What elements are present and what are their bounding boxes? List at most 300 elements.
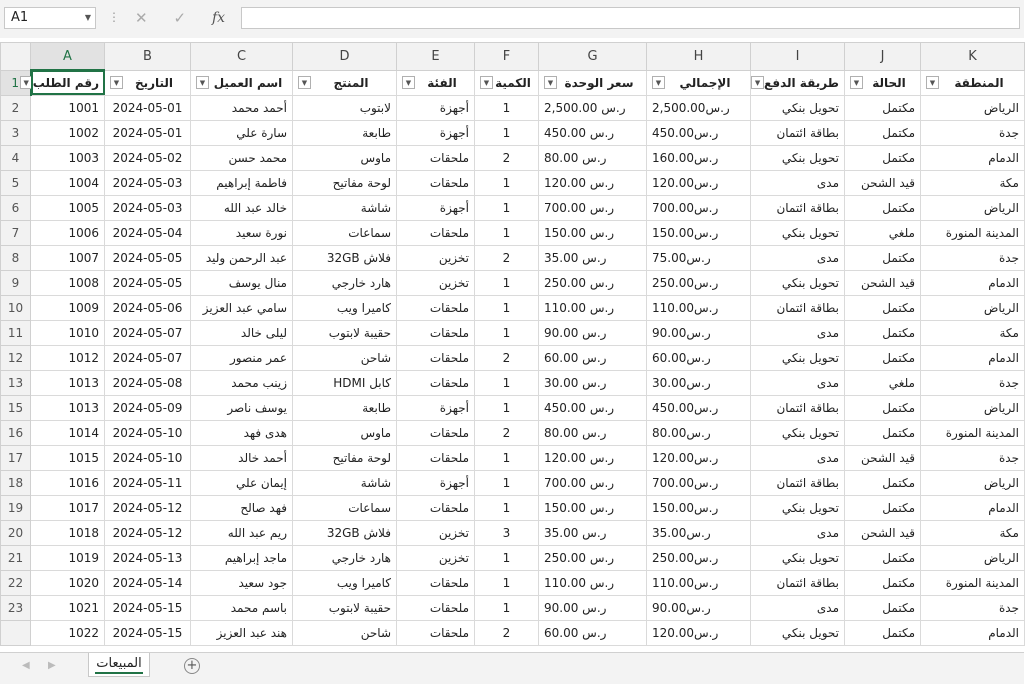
header-cell[interactable] xyxy=(105,70,191,95)
cell-j[interactable]: قيد الشحن xyxy=(845,520,921,545)
cell-a[interactable]: 1005 xyxy=(31,195,105,220)
cell-k[interactable]: الرياض xyxy=(921,95,1025,120)
cell-c[interactable]: سامي عبد العزيز xyxy=(191,295,293,320)
cell-a[interactable]: 1014 xyxy=(31,420,105,445)
filter-dropdown-icon[interactable]: ▼ xyxy=(751,76,764,89)
cell-h[interactable]: ر.س30.00 xyxy=(647,370,751,395)
cell-h[interactable]: ر.س80.00 xyxy=(647,420,751,445)
cell-f[interactable]: 2 xyxy=(475,620,539,645)
cell-a[interactable]: 1009 xyxy=(31,295,105,320)
cell-g[interactable]: ر.س 90.00 xyxy=(539,320,647,345)
cell-h[interactable]: ر.س120.00 xyxy=(647,445,751,470)
cell-e[interactable]: تخزين xyxy=(397,245,475,270)
cell-i[interactable]: بطاقة ائتمان xyxy=(751,395,845,420)
cell-h[interactable]: ر.س700.00 xyxy=(647,195,751,220)
row-header[interactable]: 19 xyxy=(1,495,31,520)
cell-b[interactable]: 2024-05-03 xyxy=(105,170,191,195)
cell-e[interactable]: ملحقات xyxy=(397,420,475,445)
cell-d[interactable]: لوحة مفاتيح xyxy=(293,170,397,195)
cell-f[interactable]: 3 xyxy=(475,520,539,545)
formula-input[interactable] xyxy=(241,7,1020,29)
cell-f[interactable]: 1 xyxy=(475,595,539,620)
cell-d[interactable]: كاميرا ويب xyxy=(293,295,397,320)
cell-h[interactable]: ر.س60.00 xyxy=(647,345,751,370)
column-header-g[interactable]: G xyxy=(539,43,647,71)
header-cell[interactable] xyxy=(23,70,105,95)
filter-dropdown-icon[interactable]: ▼ xyxy=(850,76,863,89)
cell-k[interactable]: المدينة المنورة xyxy=(921,420,1025,445)
cell-f[interactable]: 1 xyxy=(475,170,539,195)
cell-b[interactable]: 2024-05-13 xyxy=(105,545,191,570)
cell-h[interactable]: ر.س250.00 xyxy=(647,270,751,295)
cell-k[interactable]: جدة xyxy=(921,120,1025,145)
select-all-corner[interactable] xyxy=(1,43,31,71)
cell-h[interactable]: ر.س150.00 xyxy=(647,495,751,520)
row-header[interactable]: 18 xyxy=(1,470,31,495)
cell-k[interactable]: مكة xyxy=(921,320,1025,345)
cell-j[interactable]: قيد الشحن xyxy=(845,270,921,295)
row-header[interactable]: 11 xyxy=(1,320,31,345)
cell-d[interactable]: حقيبة لابتوب xyxy=(293,595,397,620)
cell-b[interactable]: 2024-05-05 xyxy=(105,270,191,295)
cell-j[interactable]: مكتمل xyxy=(845,320,921,345)
cell-g[interactable]: ر.س 120.00 xyxy=(539,170,647,195)
filter-dropdown-icon[interactable]: ▼ xyxy=(926,76,939,89)
row-header[interactable]: 3 xyxy=(1,120,31,145)
cell-b[interactable]: 2024-05-08 xyxy=(105,370,191,395)
cell-b[interactable]: 2024-05-11 xyxy=(105,470,191,495)
cell-d[interactable]: شاشة xyxy=(293,195,397,220)
cell-j[interactable]: قيد الشحن xyxy=(845,170,921,195)
cell-k[interactable]: الدمام xyxy=(921,620,1025,645)
cell-d[interactable]: كابل HDMI xyxy=(293,370,397,395)
cell-i[interactable]: مدى xyxy=(751,245,845,270)
row-header[interactable]: 20 xyxy=(1,520,31,545)
cell-c[interactable]: ريم عبد الله xyxy=(191,520,293,545)
cell-d[interactable]: سماعات xyxy=(293,495,397,520)
cell-i[interactable]: تحويل بنكي xyxy=(751,220,845,245)
filter-dropdown-icon[interactable]: ▼ xyxy=(196,76,209,89)
row-header[interactable]: 17 xyxy=(1,445,31,470)
cell-i[interactable]: مدى xyxy=(751,170,845,195)
cell-f[interactable]: 1 xyxy=(475,395,539,420)
cell-a[interactable]: 1007 xyxy=(31,245,105,270)
cell-f[interactable]: 2 xyxy=(475,145,539,170)
cell-e[interactable]: ملحقات xyxy=(397,220,475,245)
cell-e[interactable]: ملحقات xyxy=(397,145,475,170)
cell-e[interactable]: ملحقات xyxy=(397,570,475,595)
column-header-d[interactable]: D xyxy=(293,43,397,71)
row-header[interactable]: 4 xyxy=(1,145,31,170)
cell-e[interactable]: ملحقات xyxy=(397,595,475,620)
column-header-k[interactable]: K xyxy=(921,43,1025,71)
cell-d[interactable]: هارد خارجي xyxy=(293,545,397,570)
cell-e[interactable]: تخزين xyxy=(397,270,475,295)
cell-j[interactable]: مكتمل xyxy=(845,395,921,420)
cell-j[interactable]: مكتمل xyxy=(845,195,921,220)
cell-f[interactable]: 1 xyxy=(475,495,539,520)
cell-c[interactable]: يوسف ناصر xyxy=(191,395,293,420)
cell-i[interactable]: بطاقة ائتمان xyxy=(751,570,845,595)
column-header-a[interactable]: A xyxy=(31,43,105,71)
cell-i[interactable]: تحويل بنكي xyxy=(751,95,845,120)
row-header[interactable]: 5 xyxy=(1,170,31,195)
cell-k[interactable]: جدة xyxy=(921,595,1025,620)
cell-g[interactable]: ر.س 700.00 xyxy=(539,195,647,220)
cell-h[interactable]: ر.س160.00 xyxy=(647,145,751,170)
cell-g[interactable]: ر.س 80.00 xyxy=(539,145,647,170)
cell-i[interactable]: تحويل بنكي xyxy=(751,620,845,645)
cell-e[interactable]: ملحقات xyxy=(397,370,475,395)
cell-j[interactable]: مكتمل xyxy=(845,245,921,270)
cell-c[interactable]: ليلى خالد xyxy=(191,320,293,345)
cell-h[interactable]: ر.س250.00 xyxy=(647,545,751,570)
row-header[interactable]: 23 xyxy=(1,595,31,620)
cell-j[interactable]: مكتمل xyxy=(845,595,921,620)
cell-a[interactable]: 1020 xyxy=(31,570,105,595)
cell-f[interactable]: 2 xyxy=(475,420,539,445)
cell-a[interactable]: 1008 xyxy=(31,270,105,295)
cell-k[interactable]: جدة xyxy=(921,245,1025,270)
cell-h[interactable]: ر.س120.00 xyxy=(647,170,751,195)
cell-k[interactable]: جدة xyxy=(921,370,1025,395)
cell-c[interactable]: هدى فهد xyxy=(191,420,293,445)
row-header[interactable]: 12 xyxy=(1,345,31,370)
cell-b[interactable]: 2024-05-12 xyxy=(105,495,191,520)
cell-k[interactable]: الدمام xyxy=(921,495,1025,520)
cell-f[interactable]: 1 xyxy=(475,220,539,245)
column-header-j[interactable]: J xyxy=(845,43,921,71)
cell-e[interactable]: ملحقات xyxy=(397,495,475,520)
cell-e[interactable]: ملحقات xyxy=(397,170,475,195)
cell-i[interactable]: تحويل بنكي xyxy=(751,495,845,520)
cell-c[interactable]: نورة سعيد xyxy=(191,220,293,245)
cell-d[interactable]: فلاش 32GB xyxy=(293,245,397,270)
cell-b[interactable]: 2024-05-10 xyxy=(105,420,191,445)
cell-a[interactable]: 1002 xyxy=(31,120,105,145)
cell-a[interactable]: 1018 xyxy=(31,520,105,545)
cell-i[interactable]: مدى xyxy=(751,370,845,395)
cell-g[interactable]: ر.س 250.00 xyxy=(539,270,647,295)
cell-f[interactable]: 1 xyxy=(475,120,539,145)
cell-i[interactable]: تحويل بنكي xyxy=(751,545,845,570)
insert-function-icon[interactable]: fx xyxy=(211,10,226,26)
cell-h[interactable]: ر.س110.00 xyxy=(647,295,751,320)
cell-g[interactable]: ر.س 35.00 xyxy=(539,520,647,545)
cell-c[interactable]: باسم محمد xyxy=(191,595,293,620)
cell-g[interactable]: ر.س 110.00 xyxy=(539,570,647,595)
cell-a[interactable]: 1019 xyxy=(31,545,105,570)
cell-j[interactable]: مكتمل xyxy=(845,470,921,495)
cell-f[interactable]: 1 xyxy=(475,570,539,595)
cell-b[interactable]: 2024-05-07 xyxy=(105,320,191,345)
cell-b[interactable]: 2024-05-10 xyxy=(105,445,191,470)
cell-g[interactable]: ر.س 30.00 xyxy=(539,370,647,395)
cell-i[interactable]: تحويل بنكي xyxy=(751,420,845,445)
cell-a[interactable]: 1013 xyxy=(31,395,105,420)
cell-d[interactable]: شاحن xyxy=(293,620,397,645)
filter-dropdown-icon[interactable]: ▼ xyxy=(480,76,493,89)
cell-h[interactable]: ر.س35.00 xyxy=(647,520,751,545)
cell-b[interactable]: 2024-05-12 xyxy=(105,520,191,545)
column-header-e[interactable]: E xyxy=(397,43,475,71)
row-header[interactable]: 21 xyxy=(1,545,31,570)
row-header[interactable]: 15 xyxy=(1,395,31,420)
scroll-right-icon[interactable]: ▶ xyxy=(48,660,56,671)
cell-e[interactable]: تخزين xyxy=(397,520,475,545)
header-cell[interactable] xyxy=(751,70,845,95)
cell-c[interactable]: إيمان علي xyxy=(191,470,293,495)
cell-k[interactable]: الرياض xyxy=(921,395,1025,420)
cell-i[interactable]: تحويل بنكي xyxy=(751,270,845,295)
column-header-b[interactable]: B xyxy=(105,43,191,71)
cell-e[interactable]: ملحقات xyxy=(397,620,475,645)
row-header[interactable]: 13 xyxy=(1,370,31,395)
header-cell[interactable] xyxy=(293,70,397,95)
cell-b[interactable]: 2024-05-15 xyxy=(105,620,191,645)
cell-i[interactable]: تحويل بنكي xyxy=(751,145,845,170)
cell-f[interactable]: 1 xyxy=(475,270,539,295)
cell-f[interactable]: 1 xyxy=(475,95,539,120)
cell-c[interactable]: سارة علي xyxy=(191,120,293,145)
cell-c[interactable]: جود سعيد xyxy=(191,570,293,595)
cell-b[interactable]: 2024-05-14 xyxy=(105,570,191,595)
cell-b[interactable]: 2024-05-07 xyxy=(105,345,191,370)
cell-c[interactable]: ماجد إبراهيم xyxy=(191,545,293,570)
cell-i[interactable]: مدى xyxy=(751,445,845,470)
cell-d[interactable]: حقيبة لابتوب xyxy=(293,320,397,345)
filter-dropdown-icon[interactable]: ▼ xyxy=(20,76,33,89)
cell-f[interactable]: 2 xyxy=(475,345,539,370)
cell-e[interactable]: أجهزة xyxy=(397,95,475,120)
cell-d[interactable]: ماوس xyxy=(293,145,397,170)
filter-dropdown-icon[interactable]: ▼ xyxy=(402,76,415,89)
cell-a[interactable]: 1013 xyxy=(31,370,105,395)
cell-h[interactable]: ر.س700.00 xyxy=(647,470,751,495)
cell-g[interactable]: ر.س 450.00 xyxy=(539,395,647,420)
cell-g[interactable]: ر.س 150.00 xyxy=(539,495,647,520)
cell-d[interactable]: شاشة xyxy=(293,470,397,495)
cell-a[interactable]: 1015 xyxy=(31,445,105,470)
cell-a[interactable]: 1016 xyxy=(31,470,105,495)
cell-f[interactable]: 1 xyxy=(475,445,539,470)
row-header[interactable]: 10 xyxy=(1,295,31,320)
cell-b[interactable]: 2024-05-15 xyxy=(105,595,191,620)
cell-g[interactable]: ر.س 60.00 xyxy=(539,345,647,370)
header-cell[interactable] xyxy=(647,70,751,95)
cell-a[interactable]: 1021 xyxy=(31,595,105,620)
row-header[interactable] xyxy=(1,620,31,645)
cell-k[interactable]: الدمام xyxy=(921,145,1025,170)
enter-icon[interactable]: ✓ xyxy=(173,9,187,27)
cell-d[interactable]: سماعات xyxy=(293,220,397,245)
cell-g[interactable]: ر.س 35.00 xyxy=(539,245,647,270)
cell-g[interactable]: ر.س 700.00 xyxy=(539,470,647,495)
cell-c[interactable]: فهد صالح xyxy=(191,495,293,520)
cell-a[interactable]: 1001 xyxy=(31,95,105,120)
cell-i[interactable]: بطاقة ائتمان xyxy=(751,120,845,145)
cell-b[interactable]: 2024-05-01 xyxy=(105,120,191,145)
cell-j[interactable]: قيد الشحن xyxy=(845,445,921,470)
name-box[interactable] xyxy=(4,7,96,29)
column-header-h[interactable]: H xyxy=(647,43,751,71)
row-header[interactable]: 7 xyxy=(1,220,31,245)
cell-e[interactable]: أجهزة xyxy=(397,120,475,145)
cell-j[interactable]: مكتمل xyxy=(845,620,921,645)
column-header-c[interactable]: C xyxy=(191,43,293,71)
cell-g[interactable]: ر.س 90.00 xyxy=(539,595,647,620)
cell-i[interactable]: مدى xyxy=(751,320,845,345)
cell-g[interactable]: ر.س 110.00 xyxy=(539,295,647,320)
cell-i[interactable]: بطاقة ائتمان xyxy=(751,470,845,495)
cell-j[interactable]: مكتمل xyxy=(845,345,921,370)
cell-a[interactable]: 1003 xyxy=(31,145,105,170)
header-cell[interactable] xyxy=(191,70,293,95)
scroll-left-icon[interactable]: ◀ xyxy=(22,660,30,671)
cell-c[interactable]: منال يوسف xyxy=(191,270,293,295)
row-header[interactable]: 1 xyxy=(1,70,31,95)
filter-dropdown-icon[interactable]: ▼ xyxy=(110,76,123,89)
cell-k[interactable]: مكة xyxy=(921,520,1025,545)
cell-c[interactable]: زينب محمد xyxy=(191,370,293,395)
cell-j[interactable]: مكتمل xyxy=(845,545,921,570)
cell-i[interactable]: تحويل بنكي xyxy=(751,345,845,370)
cell-h[interactable]: ر.س110.00 xyxy=(647,570,751,595)
row-header[interactable]: 8 xyxy=(1,245,31,270)
cell-e[interactable]: أجهزة xyxy=(397,470,475,495)
header-cell[interactable] xyxy=(845,70,921,95)
cell-b[interactable]: 2024-05-04 xyxy=(105,220,191,245)
cell-k[interactable]: مكة xyxy=(921,170,1025,195)
row-header[interactable]: 16 xyxy=(1,420,31,445)
cell-i[interactable]: مدى xyxy=(751,595,845,620)
cell-a[interactable]: 1012 xyxy=(31,345,105,370)
cell-h[interactable]: ر.س90.00 xyxy=(647,320,751,345)
cell-d[interactable]: لابتوب xyxy=(293,95,397,120)
cell-i[interactable]: مدى xyxy=(751,520,845,545)
cell-b[interactable]: 2024-05-06 xyxy=(105,295,191,320)
cell-g[interactable]: ر.س 60.00 xyxy=(539,620,647,645)
column-header-f[interactable]: F xyxy=(475,43,539,71)
cell-e[interactable]: تخزين xyxy=(397,545,475,570)
cell-j[interactable]: ملغي xyxy=(845,370,921,395)
cell-k[interactable]: الرياض xyxy=(921,295,1025,320)
chevron-down-icon[interactable]: ▼ xyxy=(84,13,91,22)
cell-c[interactable]: أحمد محمد xyxy=(191,95,293,120)
cell-d[interactable]: طابعة xyxy=(293,120,397,145)
header-cell[interactable] xyxy=(397,70,475,95)
cell-i[interactable]: بطاقة ائتمان xyxy=(751,295,845,320)
cell-d[interactable]: لوحة مفاتيح xyxy=(293,445,397,470)
cell-e[interactable]: أجهزة xyxy=(397,395,475,420)
header-cell[interactable] xyxy=(475,70,539,95)
cell-h[interactable]: ر.س75.00 xyxy=(647,245,751,270)
row-header[interactable]: 6 xyxy=(1,195,31,220)
cell-f[interactable]: 1 xyxy=(475,320,539,345)
filter-dropdown-icon[interactable]: ▼ xyxy=(652,76,665,89)
cell-c[interactable]: عمر منصور xyxy=(191,345,293,370)
cell-e[interactable]: ملحقات xyxy=(397,345,475,370)
cell-d[interactable]: هارد خارجي xyxy=(293,270,397,295)
cell-c[interactable]: خالد عبد الله xyxy=(191,195,293,220)
cell-h[interactable]: ر.س2,500.00 xyxy=(647,95,751,120)
cell-h[interactable]: ر.س90.00 xyxy=(647,595,751,620)
cell-k[interactable]: المدينة المنورة xyxy=(921,220,1025,245)
cell-f[interactable]: 1 xyxy=(475,545,539,570)
column-header-i[interactable]: I xyxy=(751,43,845,71)
cell-c[interactable]: عبد الرحمن وليد xyxy=(191,245,293,270)
cell-g[interactable]: ر.س 80.00 xyxy=(539,420,647,445)
cell-e[interactable]: ملحقات xyxy=(397,295,475,320)
sheet-tab-sales[interactable]: المبيعات xyxy=(88,653,150,677)
cell-d[interactable]: شاحن xyxy=(293,345,397,370)
cell-a[interactable]: 1006 xyxy=(31,220,105,245)
cell-c[interactable]: فاطمة إبراهيم xyxy=(191,170,293,195)
cell-f[interactable]: 2 xyxy=(475,245,539,270)
add-sheet-icon[interactable]: + xyxy=(184,658,200,674)
cell-j[interactable]: مكتمل xyxy=(845,145,921,170)
cell-g[interactable]: ر.س 450.00 xyxy=(539,120,647,145)
cell-d[interactable]: كاميرا ويب xyxy=(293,570,397,595)
cell-b[interactable]: 2024-05-09 xyxy=(105,395,191,420)
cell-e[interactable]: أجهزة xyxy=(397,195,475,220)
cell-k[interactable]: جدة xyxy=(921,445,1025,470)
cell-j[interactable]: مكتمل xyxy=(845,570,921,595)
cell-e[interactable]: ملحقات xyxy=(397,445,475,470)
cell-j[interactable]: ملغي xyxy=(845,220,921,245)
cell-g[interactable]: ر.س 250.00 xyxy=(539,545,647,570)
cell-b[interactable]: 2024-05-01 xyxy=(105,95,191,120)
cell-b[interactable]: 2024-05-03 xyxy=(105,195,191,220)
cell-f[interactable]: 1 xyxy=(475,370,539,395)
cell-b[interactable]: 2024-05-05 xyxy=(105,245,191,270)
cell-f[interactable]: 1 xyxy=(475,195,539,220)
cell-c[interactable]: هند عبد العزيز xyxy=(191,620,293,645)
cell-h[interactable]: ر.س450.00 xyxy=(647,120,751,145)
cell-d[interactable]: طابعة xyxy=(293,395,397,420)
cell-k[interactable]: الدمام xyxy=(921,345,1025,370)
cell-d[interactable]: ماوس xyxy=(293,420,397,445)
cell-c[interactable]: أحمد خالد xyxy=(191,445,293,470)
cell-a[interactable]: 1004 xyxy=(31,170,105,195)
row-header[interactable]: 22 xyxy=(1,570,31,595)
cell-j[interactable]: مكتمل xyxy=(845,295,921,320)
cell-c[interactable]: محمد حسن xyxy=(191,145,293,170)
filter-dropdown-icon[interactable]: ▼ xyxy=(544,76,557,89)
cell-h[interactable]: ر.س150.00 xyxy=(647,220,751,245)
cell-k[interactable]: الدمام xyxy=(921,270,1025,295)
cell-i[interactable]: بطاقة ائتمان xyxy=(751,195,845,220)
cell-e[interactable]: ملحقات xyxy=(397,320,475,345)
row-header[interactable]: 2 xyxy=(1,95,31,120)
cell-j[interactable]: مكتمل xyxy=(845,420,921,445)
cell-d[interactable]: فلاش 32GB xyxy=(293,520,397,545)
cell-g[interactable]: ر.س 150.00 xyxy=(539,220,647,245)
cell-f[interactable]: 1 xyxy=(475,470,539,495)
cell-g[interactable]: ر.س 120.00 xyxy=(539,445,647,470)
cell-k[interactable]: المدينة المنورة xyxy=(921,570,1025,595)
cell-k[interactable]: الرياض xyxy=(921,470,1025,495)
cell-f[interactable]: 1 xyxy=(475,295,539,320)
cell-k[interactable]: الرياض xyxy=(921,195,1025,220)
header-cell[interactable] xyxy=(921,70,1025,95)
cell-j[interactable]: مكتمل xyxy=(845,495,921,520)
cell-a[interactable]: 1022 xyxy=(31,620,105,645)
cell-g[interactable]: ر.س 2,500.00 xyxy=(539,95,647,120)
cell-h[interactable]: ر.س450.00 xyxy=(647,395,751,420)
cancel-icon[interactable]: ✕ xyxy=(134,9,148,27)
cell-a[interactable]: 1017 xyxy=(31,495,105,520)
